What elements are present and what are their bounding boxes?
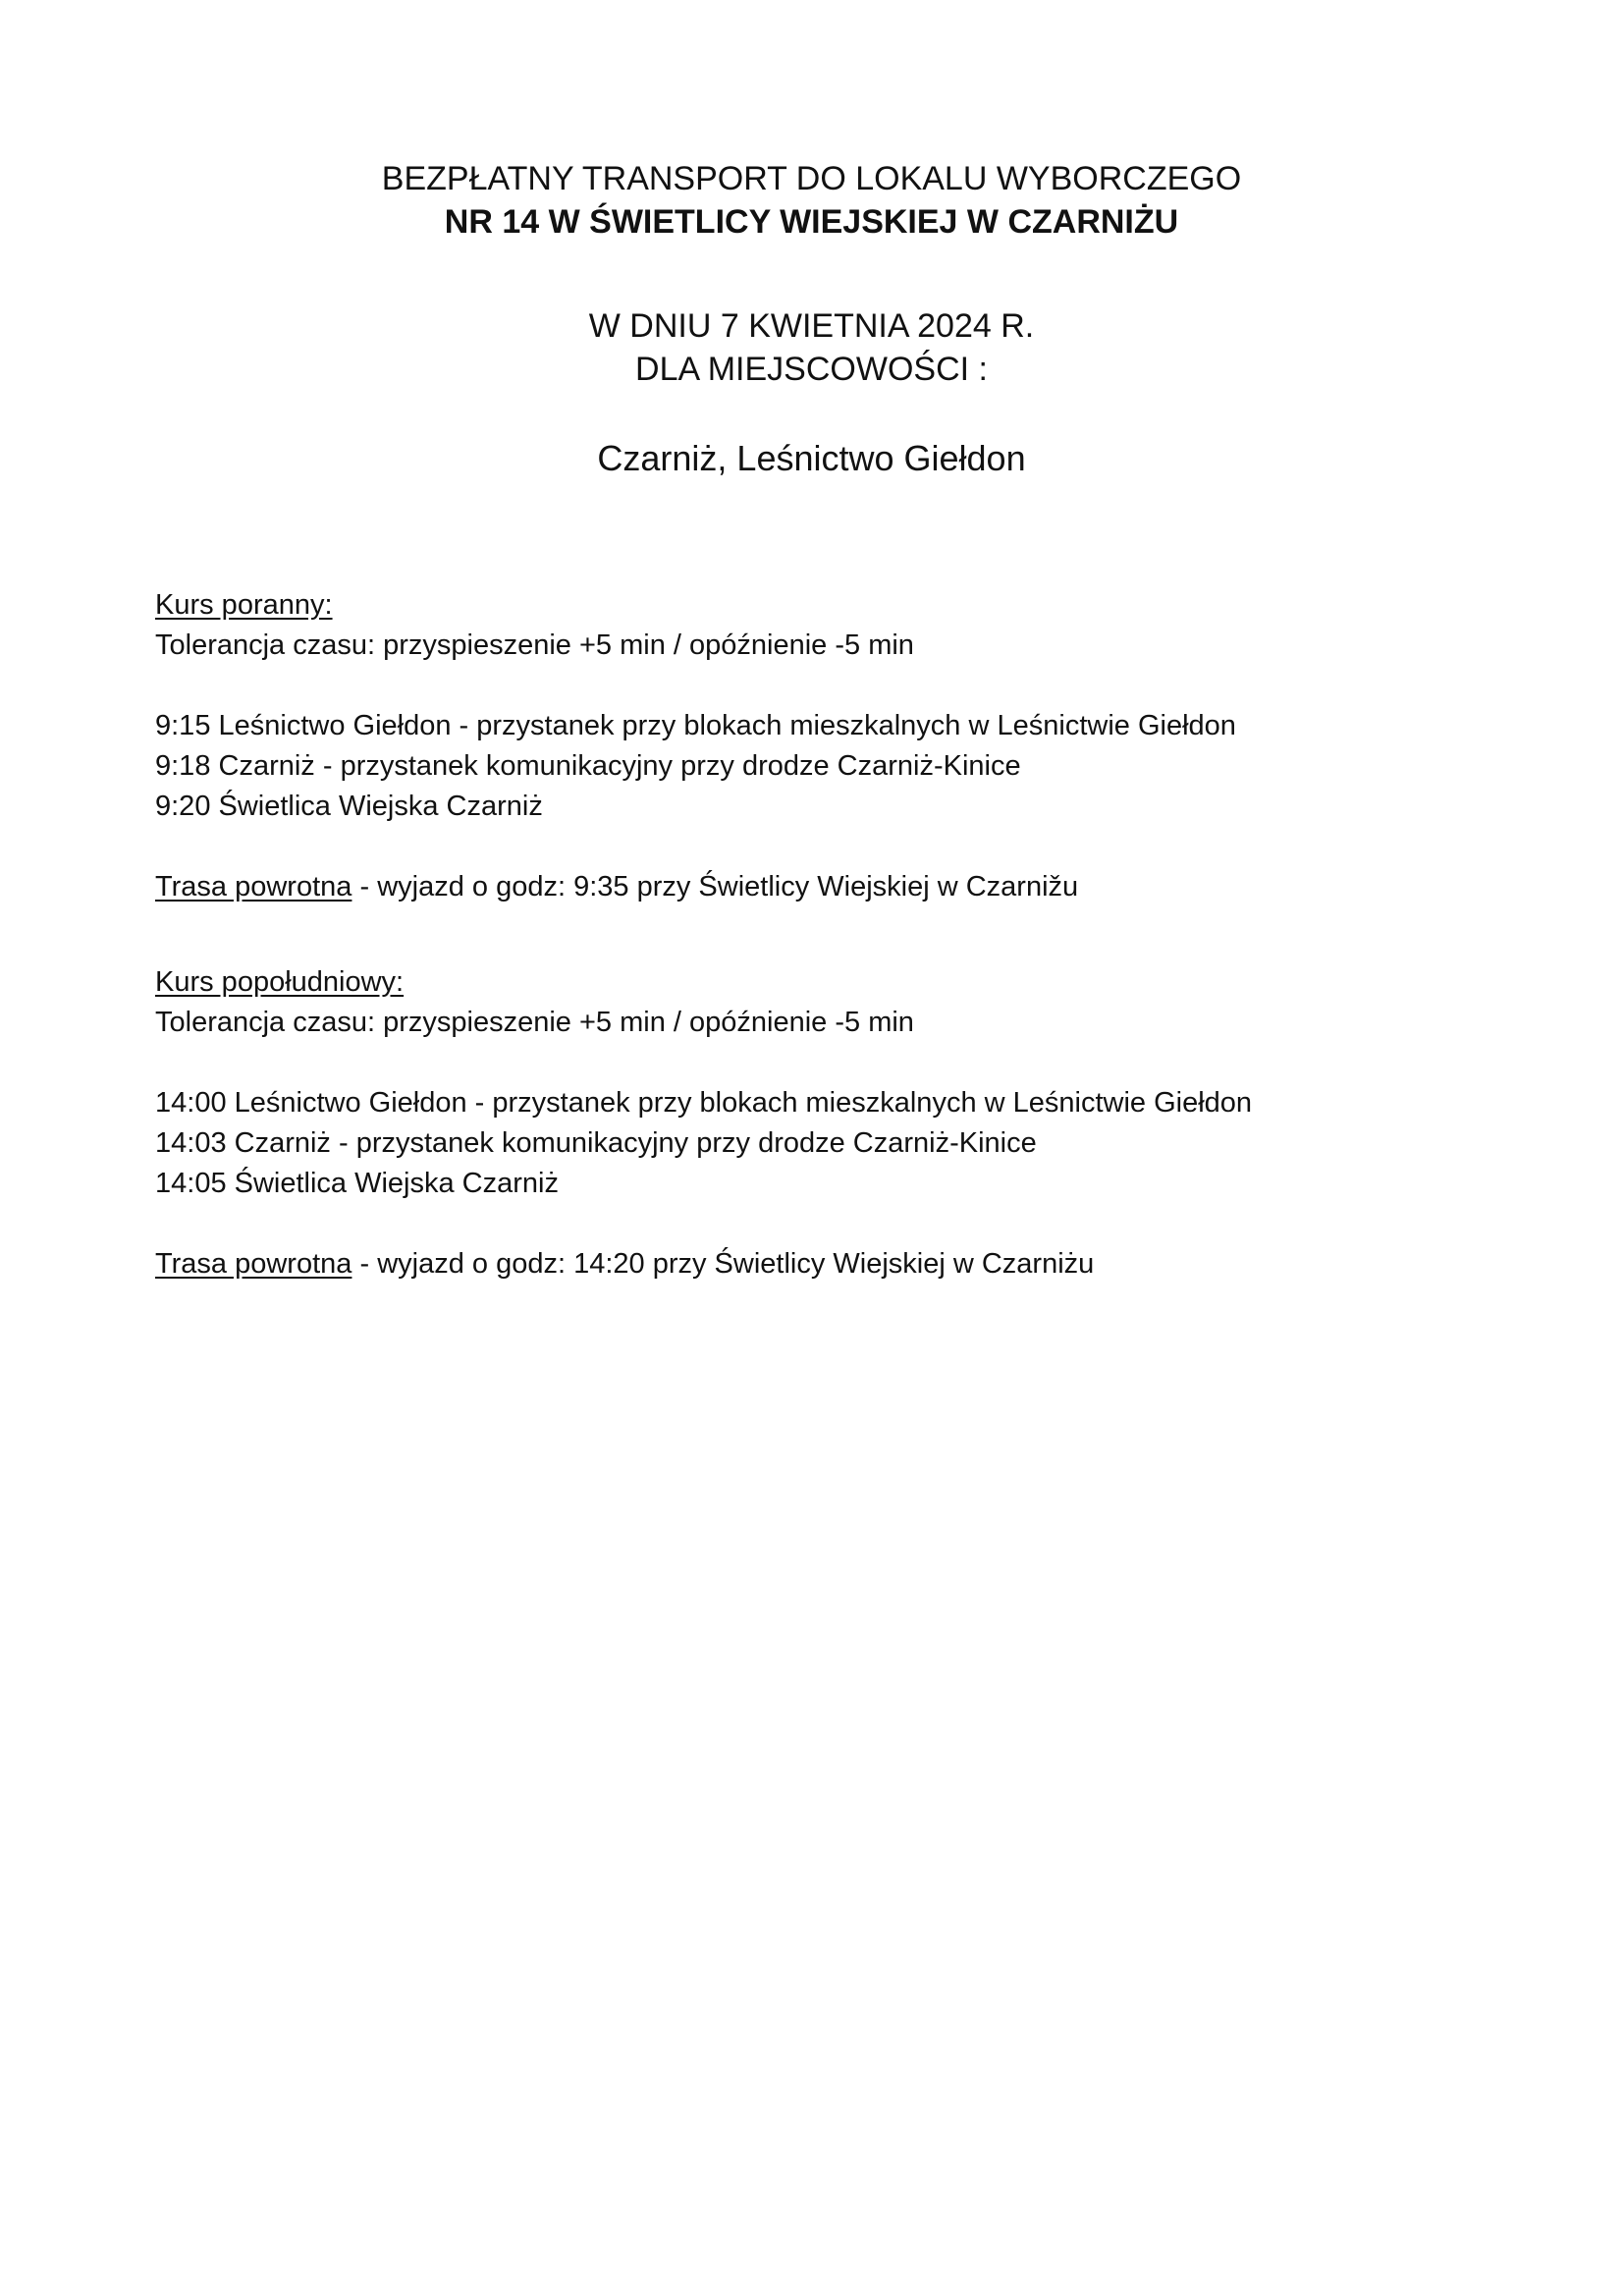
afternoon-stop-3: 14:05 Świetlica Wiejska Czarniż xyxy=(155,1168,559,1199)
title-line-1: BEZPŁATNY TRANSPORT DO LOKALU WYBORCZEGO xyxy=(381,160,1242,197)
afternoon-stop-1: 14:00 Leśnictwo Giełdon - przystanek przy blokach mieszkalnych w Leśnictwie Giełdon xyxy=(155,1087,1253,1119)
morning-stop-1: 9:15 Leśnictwo Giełdon - przystanek przy blokach mieszkalnych w Leśnictwie Giełdon xyxy=(155,710,1236,741)
afternoon-return-text: - wyjazd o godz: 14:20 przy Świetlicy Wiejskiej w Czarniżu xyxy=(352,1248,1095,1280)
afternoon-tolerance: Tolerancja czasu: przyspieszenie +5 min / opóźnienie -5 min xyxy=(155,1007,914,1038)
date-line: W DNIU 7 KWIETNIA 2024 R. xyxy=(588,307,1035,345)
morning-return-label: Trasa powrotna xyxy=(155,871,352,902)
places-label: DLA MIEJSCOWOŚCI : xyxy=(635,351,988,388)
morning-stop-3: 9:20 Świetlica Wiejska Czarniż xyxy=(155,791,543,822)
afternoon-title: Kurs popołudniowy: xyxy=(155,966,405,998)
spacer xyxy=(155,827,1530,867)
morning-tolerance: Tolerancja czasu: przyspieszenie +5 min / opóźnienie -5 min xyxy=(155,629,914,661)
schedule-body xyxy=(155,585,1530,1285)
places-list: Czarniż, Leśnictwo Giełdon xyxy=(597,438,1026,478)
date-block xyxy=(0,304,1623,391)
spacer xyxy=(155,907,1530,962)
title-block xyxy=(0,157,1623,244)
places-block xyxy=(0,437,1623,480)
title-line-2: NR 14 W ŚWIETLICY WIEJSKIEJ W CZARNIŻU xyxy=(444,203,1179,241)
afternoon-return-label: Trasa powrotna xyxy=(155,1248,352,1280)
spacer xyxy=(155,666,1530,706)
afternoon-return xyxy=(155,1244,1530,1285)
spacer xyxy=(155,1043,1530,1083)
morning-title: Kurs poranny: xyxy=(155,589,333,621)
morning-stop-2: 9:18 Czarniż - przystanek komunikacyjny przy drodze Czarniż-Kinice xyxy=(155,750,1021,782)
morning-return-text: - wyjazd o godz: 9:35 przy Świetlicy Wiejskiej w Czarnižu xyxy=(352,871,1079,902)
spacer xyxy=(155,1204,1530,1244)
morning-return xyxy=(155,867,1530,907)
afternoon-stop-2: 14:03 Czarniż - przystanek komunikacyjny przy drodze Czarniż-Kinice xyxy=(155,1127,1037,1159)
